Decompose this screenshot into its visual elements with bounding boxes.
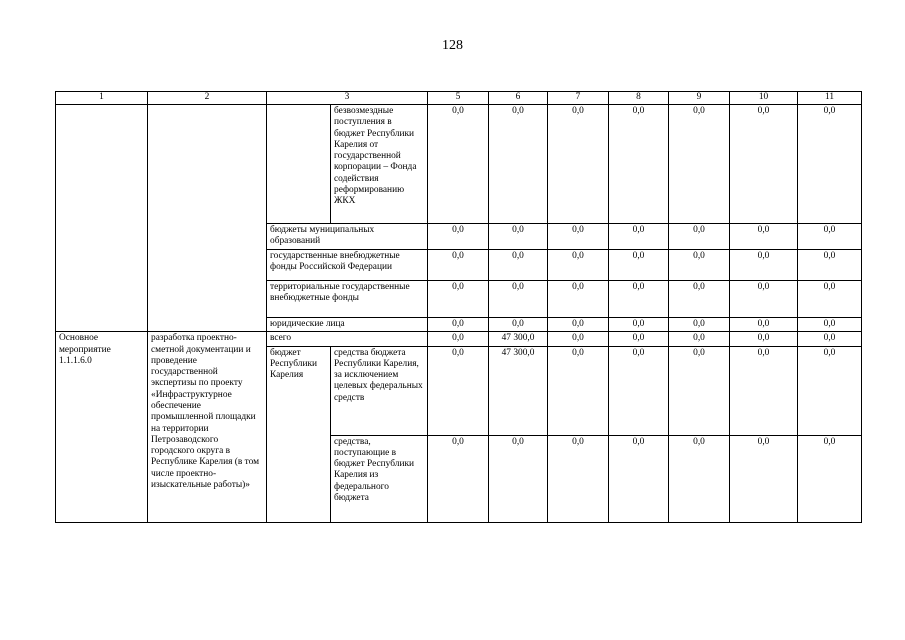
value-cell: 47 300,0 (489, 332, 548, 346)
value-cell: 0,0 (489, 281, 548, 318)
header-cell: 3 (267, 92, 428, 105)
value-cell: 0,0 (609, 435, 669, 522)
value-cell: 0,0 (428, 332, 489, 346)
value-cell: 0,0 (548, 435, 609, 522)
value-cell: 0,0 (548, 250, 609, 281)
value-cell: 0,0 (669, 105, 730, 224)
budget-table (55, 91, 862, 523)
header-cell: 9 (669, 92, 730, 105)
header-cell: 11 (798, 92, 862, 105)
value-cell: 0,0 (489, 250, 548, 281)
value-cell: 0,0 (609, 318, 669, 332)
event-status-cell: Основное мероприятие 1.1.1.6.0 (56, 332, 148, 522)
value-cell: 0,0 (609, 332, 669, 346)
source-cell: государственные внебюджетные фонды Российской Федерации (267, 250, 428, 281)
value-cell: 0,0 (730, 281, 798, 318)
value-cell: 0,0 (730, 318, 798, 332)
value-cell: 0,0 (428, 281, 489, 318)
value-cell: 0,0 (798, 250, 862, 281)
empty-cell (56, 105, 148, 332)
value-cell: 0,0 (798, 281, 862, 318)
value-cell: 0,0 (730, 332, 798, 346)
value-cell: 0,0 (669, 281, 730, 318)
header-cell: 1 (56, 92, 148, 105)
value-cell: 0,0 (489, 435, 548, 522)
value-cell: 0,0 (548, 332, 609, 346)
value-cell: 47 300,0 (489, 346, 548, 435)
value-cell: 0,0 (548, 318, 609, 332)
source-cell: бюджеты муниципальных образований (267, 224, 428, 250)
value-cell: 0,0 (428, 435, 489, 522)
value-cell: 0,0 (489, 224, 548, 250)
value-cell: 0,0 (548, 346, 609, 435)
value-cell: 0,0 (669, 250, 730, 281)
value-cell: 0,0 (669, 224, 730, 250)
value-cell: 0,0 (609, 346, 669, 435)
value-cell: 0,0 (669, 346, 730, 435)
value-cell: 0,0 (669, 435, 730, 522)
value-cell: 0,0 (548, 281, 609, 318)
header-cell: 2 (148, 92, 267, 105)
value-cell: 0,0 (489, 318, 548, 332)
value-cell: 0,0 (609, 224, 669, 250)
value-cell: 0,0 (548, 224, 609, 250)
budget-label-cell: бюджет Республики Карелия (267, 346, 331, 522)
empty-cell (148, 105, 267, 332)
value-cell: 0,0 (798, 435, 862, 522)
value-cell: 0,0 (730, 435, 798, 522)
value-cell: 0,0 (428, 318, 489, 332)
total-label-cell: всего (267, 332, 428, 346)
source-cell: безвозмездные поступления в бюджет Республики Карелия от государственной корпорации – Фонда содействия реформированию ЖКХ (331, 105, 428, 224)
value-cell: 0,0 (798, 318, 862, 332)
empty-cell (267, 105, 331, 224)
source-cell: территориальные государственные внебюджетные фонды (267, 281, 428, 318)
header-cell: 7 (548, 92, 609, 105)
value-cell: 0,0 (798, 346, 862, 435)
value-cell: 0,0 (730, 224, 798, 250)
source-cell: средства бюджета Республики Карелия, за исключением целевых федеральных средств (331, 346, 428, 435)
value-cell: 0,0 (609, 281, 669, 318)
value-cell: 0,0 (428, 346, 489, 435)
header-cell: 8 (609, 92, 669, 105)
table-row (56, 332, 862, 346)
value-cell: 0,0 (609, 250, 669, 281)
page-number: 128 (442, 38, 463, 53)
value-cell: 0,0 (609, 105, 669, 224)
header-cell: 10 (730, 92, 798, 105)
table-row (56, 105, 862, 224)
value-cell: 0,0 (669, 332, 730, 346)
source-cell: средства, поступающие в бюджет Республики Карелия из федерального бюджета (331, 435, 428, 522)
value-cell: 0,0 (798, 224, 862, 250)
header-row (56, 92, 862, 105)
value-cell: 0,0 (489, 105, 548, 224)
value-cell: 0,0 (428, 224, 489, 250)
value-cell: 0,0 (798, 332, 862, 346)
header-cell: 5 (428, 92, 489, 105)
value-cell: 0,0 (730, 105, 798, 224)
event-name-cell: разработка проектно-сметной документации и проведение государственной экспертизы по проекту «Инфраструктурное обеспечение промышленной площадки на территории Петрозаводского городского округа в Республике Карелия (в том числе проектно-изыскательные работы)» (148, 332, 267, 522)
value-cell: 0,0 (730, 346, 798, 435)
value-cell: 0,0 (548, 105, 609, 224)
source-cell: юридические лица (267, 318, 428, 332)
value-cell: 0,0 (730, 250, 798, 281)
value-cell: 0,0 (798, 105, 862, 224)
value-cell: 0,0 (669, 318, 730, 332)
header-cell: 6 (489, 92, 548, 105)
value-cell: 0,0 (428, 250, 489, 281)
value-cell: 0,0 (428, 105, 489, 224)
